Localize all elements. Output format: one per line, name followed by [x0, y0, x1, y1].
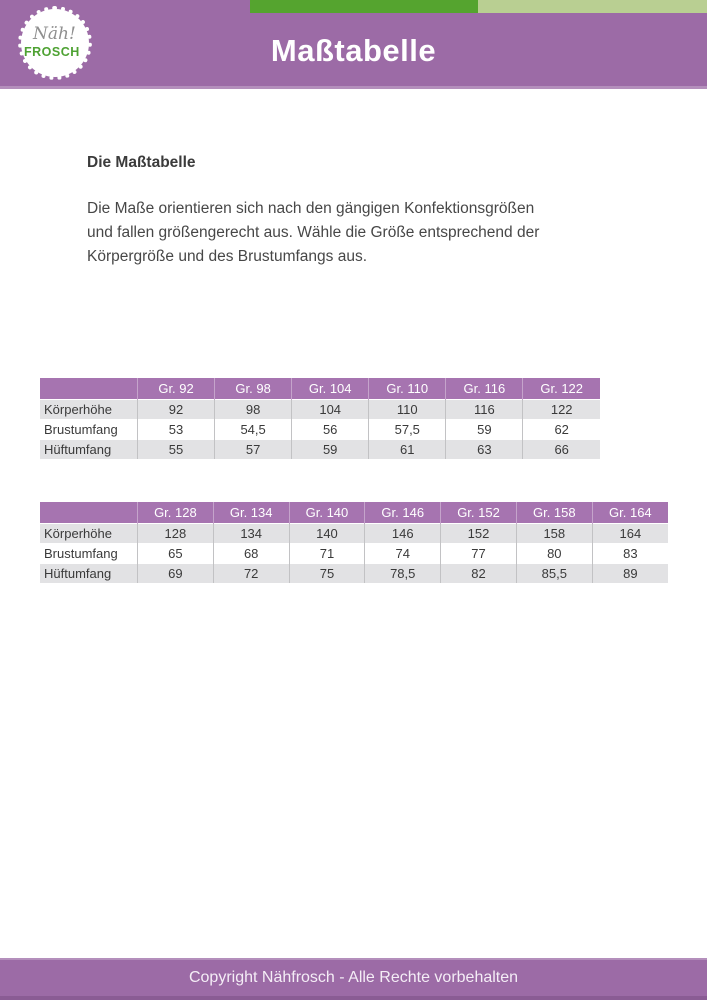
measurement-value: 74 — [365, 544, 441, 564]
measurement-row — [40, 400, 600, 420]
logo-script-text: Näh! — [33, 24, 76, 44]
measurement-value: 82 — [441, 564, 517, 584]
measurement-value: 85,5 — [516, 564, 592, 584]
measurement-value: 61 — [369, 440, 446, 460]
size-column-header: Gr. 152 — [441, 502, 517, 524]
intro-paragraph — [87, 197, 539, 269]
size-column-header: Gr. 158 — [516, 502, 592, 524]
measurement-value: 78,5 — [365, 564, 441, 584]
measurement-value: 57,5 — [369, 420, 446, 440]
paragraph-line: Die Maße orientieren sich nach den gängigen Konfektionsgrößen — [87, 200, 535, 217]
measurement-value: 128 — [138, 524, 214, 544]
page-title: Maßtabelle — [270, 33, 437, 68]
corner-header-cell — [40, 378, 138, 400]
size-column-header: Gr. 104 — [292, 378, 369, 400]
header-stripe-dark-green — [250, 0, 478, 13]
measurement-value: 110 — [369, 400, 446, 420]
row-label: Körperhöhe — [40, 524, 138, 544]
copyright-text: Copyright Nähfrosch - Alle Rechte vorbehalten — [188, 969, 519, 986]
logo-brand-text: FROSCH — [24, 45, 80, 59]
measurement-value: 59 — [292, 440, 369, 460]
measurement-value: 116 — [446, 400, 523, 420]
measurement-value: 134 — [213, 524, 289, 544]
measurement-value: 158 — [516, 524, 592, 544]
row-label: Hüftumfang — [40, 440, 138, 460]
measurement-row — [40, 524, 668, 544]
measurement-value: 89 — [592, 564, 668, 584]
row-label: Brustumfang — [40, 544, 138, 564]
measurement-value: 55 — [138, 440, 215, 460]
paragraph-line: Körpergröße und des Brustumfangs aus. — [87, 248, 368, 265]
size-column-header: Gr. 140 — [289, 502, 365, 524]
measurement-row — [40, 420, 600, 440]
measurement-value: 68 — [213, 544, 289, 564]
size-column-header: Gr. 98 — [215, 378, 292, 400]
header-stripe-light-green — [478, 0, 707, 13]
corner-header-cell — [40, 502, 138, 524]
measurement-value: 140 — [289, 524, 365, 544]
measurement-row — [40, 564, 668, 584]
size-column-header: Gr. 92 — [138, 378, 215, 400]
measurement-value: 57 — [215, 440, 292, 460]
measurement-value: 75 — [289, 564, 365, 584]
measurement-value: 54,5 — [215, 420, 292, 440]
measurement-value: 56 — [292, 420, 369, 440]
row-label: Hüftumfang — [40, 564, 138, 584]
size-column-header: Gr. 164 — [592, 502, 668, 524]
measurement-value: 72 — [213, 564, 289, 584]
row-label: Brustumfang — [40, 420, 138, 440]
page-footer — [0, 958, 707, 1000]
paragraph-line: und fallen größengerecht aus. Wähle die Größe entsprechend der — [87, 224, 540, 241]
measurement-value: 146 — [365, 524, 441, 544]
page-header — [0, 0, 707, 89]
size-column-header: Gr. 116 — [446, 378, 523, 400]
measurement-value: 83 — [592, 544, 668, 564]
measurement-value: 92 — [138, 400, 215, 420]
row-label: Körperhöhe — [40, 400, 138, 420]
measurement-value: 66 — [523, 440, 600, 460]
measurement-value: 69 — [138, 564, 214, 584]
table-header-row — [40, 378, 600, 400]
measurement-row — [40, 440, 600, 460]
size-column-header: Gr. 122 — [523, 378, 600, 400]
measurement-value: 104 — [292, 400, 369, 420]
table-header-row — [40, 502, 668, 524]
measurement-value: 80 — [516, 544, 592, 564]
measurement-value: 77 — [441, 544, 517, 564]
measurement-value: 59 — [446, 420, 523, 440]
measurement-value: 62 — [523, 420, 600, 440]
measurement-value: 98 — [215, 400, 292, 420]
measurement-value: 164 — [592, 524, 668, 544]
size-table-small-sizes — [40, 378, 600, 459]
size-table-large-sizes — [40, 502, 668, 583]
size-column-header: Gr. 134 — [213, 502, 289, 524]
size-column-header: Gr. 128 — [138, 502, 214, 524]
measurement-row — [40, 544, 668, 564]
measurement-value: 65 — [138, 544, 214, 564]
measurement-value: 71 — [289, 544, 365, 564]
measurement-value: 122 — [523, 400, 600, 420]
measurement-value: 63 — [446, 440, 523, 460]
size-column-header: Gr. 110 — [369, 378, 446, 400]
measurement-value: 53 — [138, 420, 215, 440]
measurement-value: 152 — [441, 524, 517, 544]
section-heading: Die Maßtabelle — [87, 154, 196, 171]
size-column-header: Gr. 146 — [365, 502, 441, 524]
